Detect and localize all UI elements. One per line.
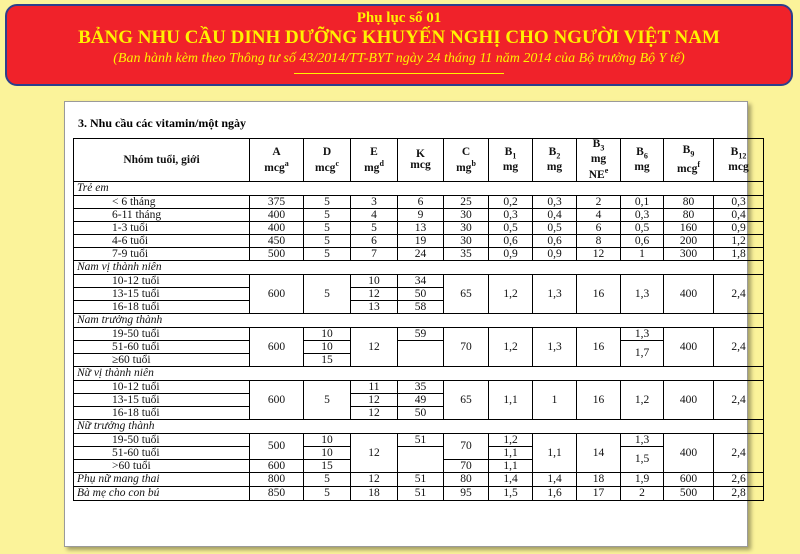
cell-e: 7: [351, 248, 398, 261]
cell-b9: 80: [664, 209, 714, 222]
cell-b2: 1,1: [533, 434, 577, 473]
age-cell: 10-12 tuổi: [74, 381, 250, 394]
table-row: [74, 328, 764, 341]
cell-b12: 1,2: [714, 235, 764, 248]
table-row: [74, 434, 764, 447]
group-row-female-teen: [74, 367, 764, 381]
table-row-pregnant: [74, 473, 764, 487]
cell-b1: 0,2: [489, 196, 533, 209]
cell-c: 25: [444, 196, 489, 209]
cell-b2: 0,6: [533, 235, 577, 248]
cell-c: 95: [444, 487, 489, 501]
cell-b12: 2,4: [714, 434, 764, 473]
header-b12: $B_{12}$ mcg: [714, 139, 764, 182]
cell-b6: 1,5: [621, 447, 664, 473]
table-row: [74, 381, 764, 394]
appendix-number: Phụ lục số 01: [356, 10, 442, 26]
table-row-lactating: [74, 487, 764, 501]
cell-b1: 0,6: [489, 235, 533, 248]
cell-e: 10: [351, 275, 398, 288]
cell-b2: 1,4: [533, 473, 577, 487]
cell-b2: 1: [533, 381, 577, 420]
age-cell: ≥60 tuổi: [74, 354, 250, 367]
cell-b2: 0,9: [533, 248, 577, 261]
age-cell: 51-60 tuổi: [74, 447, 250, 460]
cell-k: 50: [398, 288, 444, 301]
cell-b1: 1,5: [489, 487, 533, 501]
cell-b1: 1,2: [489, 434, 533, 447]
cell-k: 24: [398, 248, 444, 261]
cell-c: 65: [444, 275, 489, 314]
table-row: [74, 235, 764, 248]
cell-b3: 16: [577, 381, 621, 420]
table-row: [74, 196, 764, 209]
cell-b12: 0,4: [714, 209, 764, 222]
cell-e: 4: [351, 209, 398, 222]
group-label: Nữ vị thành niên: [74, 367, 764, 381]
cell-b9: 400: [664, 434, 714, 473]
table-row: [74, 275, 764, 288]
cell-d: 10: [304, 341, 351, 354]
cell-b9: 80: [664, 196, 714, 209]
cell-b1: 0,5: [489, 222, 533, 235]
cell-b6: 2: [621, 487, 664, 501]
cell-k: 58: [398, 301, 444, 314]
cell-k: 13: [398, 222, 444, 235]
header-e: E $mg^d$: [351, 139, 398, 182]
title-banner: [5, 4, 793, 86]
cell-b3: 6: [577, 222, 621, 235]
cell-k: [398, 341, 444, 367]
cell-k: 51: [398, 473, 444, 487]
group-row-male-adult: [74, 314, 764, 328]
cell-a: 500: [250, 434, 304, 460]
cell-d: 5: [304, 222, 351, 235]
cell-b9: 500: [664, 487, 714, 501]
cell-d: 5: [304, 487, 351, 501]
cell-d: 5: [304, 473, 351, 487]
cell-b6: 0,1: [621, 196, 664, 209]
age-cell: 19-50 tuổi: [74, 328, 250, 341]
age-cell: 13-15 tuổi: [74, 394, 250, 407]
cell-e: 18: [351, 487, 398, 501]
cell-d: 5: [304, 275, 351, 314]
header-b2: $B_2$ mg: [533, 139, 577, 182]
header-b9: $B_9$ mcg$^f$: [664, 139, 714, 182]
group-label: Nam trưởng thành: [74, 314, 764, 328]
cell-a: 500: [250, 248, 304, 261]
header-b3: $B_3$ mg $NE^e$: [577, 139, 621, 182]
cell-k: 50: [398, 407, 444, 420]
cell-b6: 1,3: [621, 328, 664, 341]
cell-d: 5: [304, 235, 351, 248]
group-row-male-teen: [74, 261, 764, 275]
cell-b12: 2,4: [714, 381, 764, 420]
cell-b1: 1,2: [489, 328, 533, 367]
cell-b2: 1,3: [533, 275, 577, 314]
cell-d: 5: [304, 248, 351, 261]
cell-a: 450: [250, 235, 304, 248]
cell-b12: 0,9: [714, 222, 764, 235]
table-row: [74, 222, 764, 235]
cell-b9: 400: [664, 275, 714, 314]
cell-b2: 0,5: [533, 222, 577, 235]
age-cell: < 6 tháng: [74, 196, 250, 209]
age-cell: 1-3 tuổi: [74, 222, 250, 235]
cell-e: 12: [351, 407, 398, 420]
cell-b9: 300: [664, 248, 714, 261]
cell-b2: 0,3: [533, 196, 577, 209]
group-label: Bà mẹ cho con bú: [74, 487, 250, 501]
cell-k: 59: [398, 328, 444, 341]
table-row: [74, 447, 764, 460]
header-d: D mcg$^c$: [304, 139, 351, 182]
cell-b9: 400: [664, 381, 714, 420]
cell-b12: 0,3: [714, 196, 764, 209]
cell-k: 19: [398, 235, 444, 248]
header-row: [74, 139, 764, 182]
cell-a: 600: [250, 381, 304, 420]
cell-d: 10: [304, 328, 351, 341]
banner-divider: [294, 73, 504, 74]
cell-d: 15: [304, 354, 351, 367]
cell-b3: 17: [577, 487, 621, 501]
cell-a: 375: [250, 196, 304, 209]
group-row-female-adult: [74, 420, 764, 434]
cell-b1: 1,4: [489, 473, 533, 487]
cell-b9: 600: [664, 473, 714, 487]
cell-k: 51: [398, 434, 444, 447]
cell-c: 70: [444, 434, 489, 460]
cell-a: 800: [250, 473, 304, 487]
age-cell: 16-18 tuổi: [74, 301, 250, 314]
cell-k: [398, 447, 444, 473]
group-label: Trẻ em: [74, 182, 764, 196]
cell-e: 12: [351, 328, 398, 367]
cell-k: 34: [398, 275, 444, 288]
group-label: Nam vị thành niên: [74, 261, 764, 275]
table-row: [74, 341, 764, 354]
cell-b1: 0,3: [489, 209, 533, 222]
cell-b2: 1,6: [533, 487, 577, 501]
cell-k: 49: [398, 394, 444, 407]
cell-e: 6: [351, 235, 398, 248]
table-row: [74, 248, 764, 261]
cell-b3: 14: [577, 434, 621, 473]
cell-c: 65: [444, 381, 489, 420]
cell-b1: 1,1: [489, 381, 533, 420]
cell-b6: 1,9: [621, 473, 664, 487]
cell-c: 30: [444, 209, 489, 222]
header-group: Nhóm tuổi, giới: [74, 139, 250, 182]
cell-b3: 8: [577, 235, 621, 248]
cell-a: 850: [250, 487, 304, 501]
cell-e: 11: [351, 381, 398, 394]
cell-b3: 12: [577, 248, 621, 261]
cell-c: 70: [444, 328, 489, 367]
age-cell: 51-60 tuổi: [74, 341, 250, 354]
cell-c: 35: [444, 248, 489, 261]
cell-b1: 1,1: [489, 447, 533, 460]
cell-b1: 1,1: [489, 460, 533, 473]
cell-c: 30: [444, 235, 489, 248]
age-cell: >60 tuổi: [74, 460, 250, 473]
section-title: 3. Nhu cầu các vitamin/một ngày: [78, 116, 246, 130]
group-label: Phụ nữ mang thai: [74, 473, 250, 487]
cell-k: 35: [398, 381, 444, 394]
cell-a: 600: [250, 328, 304, 367]
cell-b3: 16: [577, 275, 621, 314]
header-a: A mcg$^a$: [250, 139, 304, 182]
cell-k: 6: [398, 196, 444, 209]
cell-b3: 18: [577, 473, 621, 487]
cell-k: 51: [398, 487, 444, 501]
cell-c: 80: [444, 473, 489, 487]
cell-e: 12: [351, 394, 398, 407]
cell-e: 5: [351, 222, 398, 235]
cell-b12: 2,6: [714, 473, 764, 487]
cell-e: 12: [351, 434, 398, 473]
table-sheet: [64, 101, 748, 547]
cell-e: 12: [351, 288, 398, 301]
header-k: K mcg: [398, 139, 444, 182]
cell-d: 5: [304, 209, 351, 222]
cell-d: 10: [304, 447, 351, 460]
cell-d: 15: [304, 460, 351, 473]
cell-d: 5: [304, 381, 351, 420]
cell-b6: 1,7: [621, 341, 664, 367]
age-cell: 7-9 tuổi: [74, 248, 250, 261]
cell-b12: 2,4: [714, 328, 764, 367]
cell-d: 5: [304, 196, 351, 209]
cell-b12: 2,4: [714, 275, 764, 314]
cell-b6: 0,3: [621, 209, 664, 222]
cell-b3: 2: [577, 196, 621, 209]
cell-b6: 0,5: [621, 222, 664, 235]
vitamin-table: [73, 138, 764, 501]
cell-c: 70: [444, 460, 489, 473]
cell-b3: 16: [577, 328, 621, 367]
group-row-infant: [74, 182, 764, 196]
age-cell: 6-11 tháng: [74, 209, 250, 222]
age-cell: 13-15 tuổi: [74, 288, 250, 301]
age-cell: 16-18 tuổi: [74, 407, 250, 420]
header-c: C $mg^b$: [444, 139, 489, 182]
cell-b6: 1: [621, 248, 664, 261]
cell-a: 400: [250, 209, 304, 222]
header-b1: $B_1$ mg: [489, 139, 533, 182]
age-cell: 4-6 tuổi: [74, 235, 250, 248]
cell-a: 400: [250, 222, 304, 235]
header-b6: $B_6$ mg: [621, 139, 664, 182]
cell-b2: 0,4: [533, 209, 577, 222]
cell-e: 13: [351, 301, 398, 314]
cell-d: 10: [304, 434, 351, 447]
cell-b12: 2,8: [714, 487, 764, 501]
cell-e: 3: [351, 196, 398, 209]
cell-b6: 0,6: [621, 235, 664, 248]
cell-b9: 400: [664, 328, 714, 367]
cell-b2: 1,3: [533, 328, 577, 367]
cell-b6: 1,3: [621, 275, 664, 314]
cell-a: 600: [250, 460, 304, 473]
cell-b6: 1,3: [621, 434, 664, 447]
age-cell: 19-50 tuổi: [74, 434, 250, 447]
cell-c: 30: [444, 222, 489, 235]
cell-b9: 160: [664, 222, 714, 235]
cell-b6: 1,2: [621, 381, 664, 420]
age-cell: 10-12 tuổi: [74, 275, 250, 288]
cell-b12: 1,8: [714, 248, 764, 261]
cell-b1: 1,2: [489, 275, 533, 314]
cell-e: 12: [351, 473, 398, 487]
document-title: BẢNG NHU CẦU DINH DƯỠNG KHUYẾN NGHỊ CHO NGƯỜI VIỆT NAM: [78, 27, 720, 48]
cell-b9: 200: [664, 235, 714, 248]
cell-k: 9: [398, 209, 444, 222]
cell-a: 600: [250, 275, 304, 314]
cell-b1: 0,9: [489, 248, 533, 261]
document-subtitle: (Ban hành kèm theo Thông tư số 43/2014/TT-BYT ngày 24 tháng 11 năm 2014 của Bộ trưởng Bộ Y tế): [113, 51, 685, 66]
cell-b3: 4: [577, 209, 621, 222]
group-label: Nữ trưởng thành: [74, 420, 764, 434]
table-row: [74, 209, 764, 222]
